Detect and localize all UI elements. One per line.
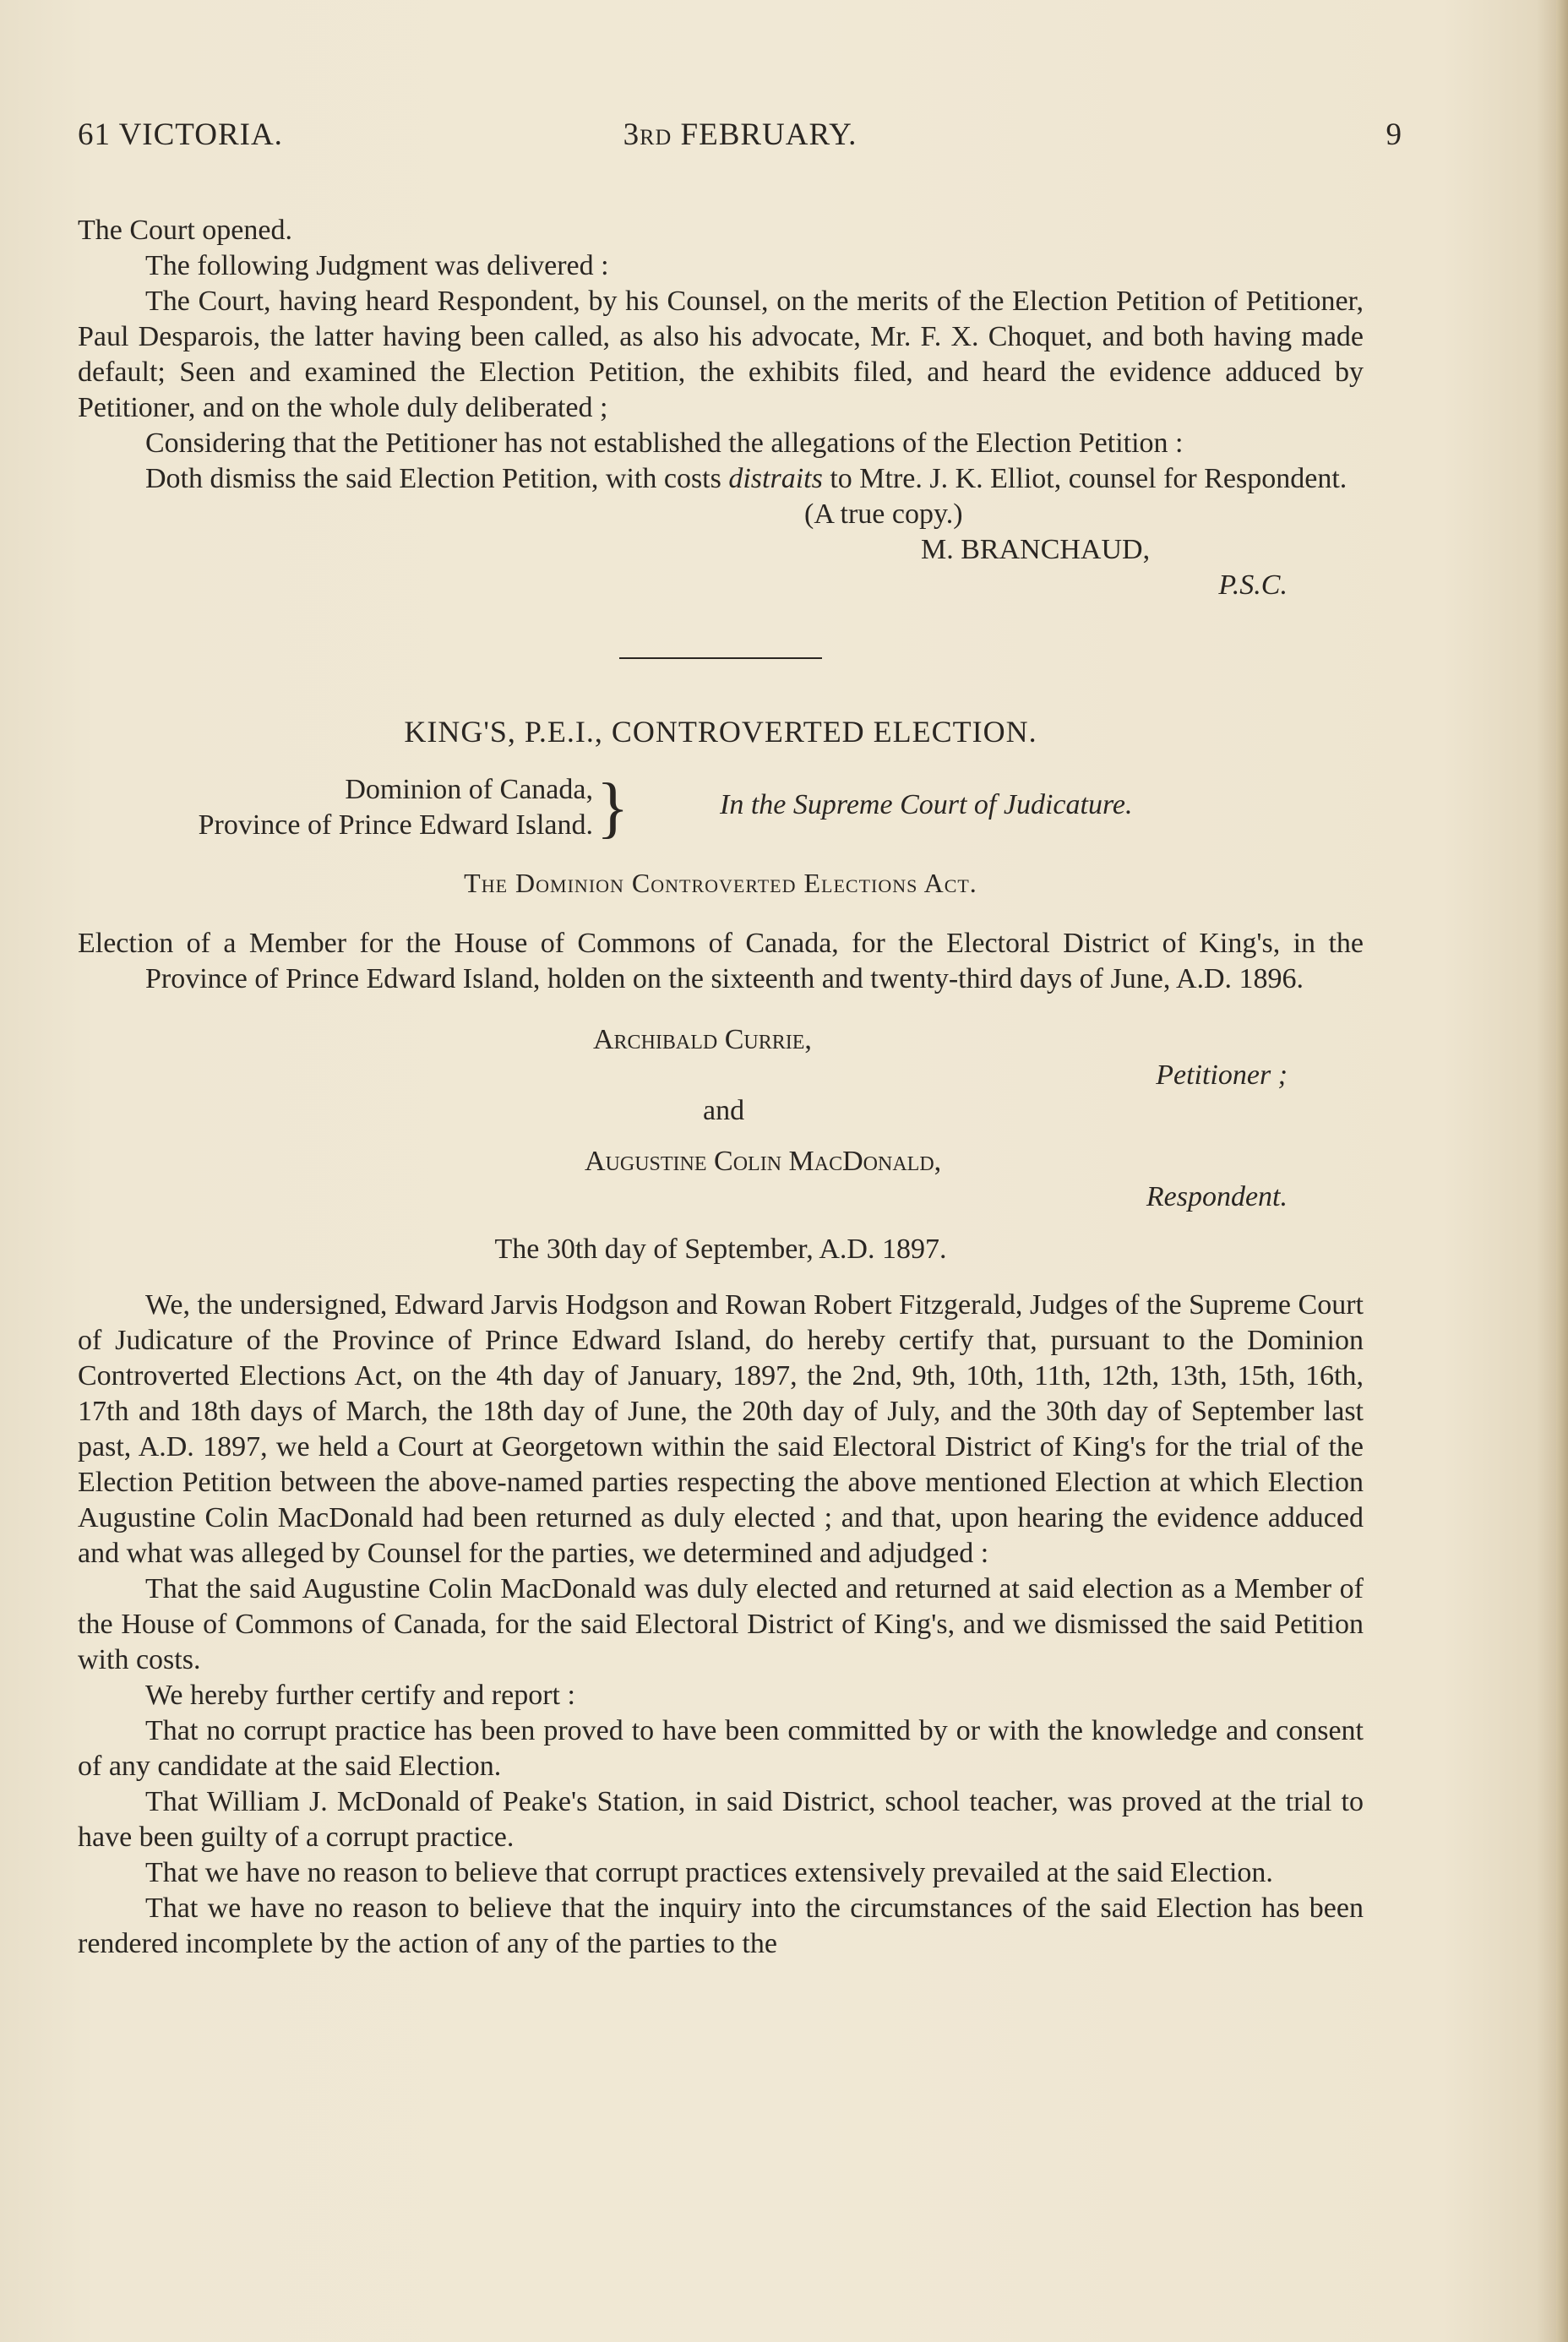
judgment-paragraph-3-post: to Mtre. J. K. Elliot, counsel for Respondent. [822, 463, 1348, 494]
certificate-paragraph-7: That we have no reason to believe that the inquiry into the circumstances of the said Election has been rendered incomplete by the action of any of the parties to the [78, 1893, 1364, 1959]
certificate-paragraph-4: That no corrupt practice has been proved to have been committed by or with the knowledge and consent of any candidate at the said Election. [78, 1715, 1364, 1782]
running-head-left: 61 VICTORIA. [78, 117, 283, 152]
jurisdiction-lines [78, 772, 593, 843]
signatory-name: M. BRANCHAUD, [921, 534, 1151, 565]
running-head-date: 3rd FEBRUARY. [623, 117, 858, 152]
signatory-title: P.S.C. [1218, 569, 1288, 601]
section-heading: KING'S, P.E.I., CONTROVERTED ELECTION. [404, 715, 1037, 749]
petitioner-name: Archibald Currie, [593, 1024, 812, 1055]
page-edge [1556, 0, 1568, 2342]
date-line: The 30th day of September, A.D. 1897. [494, 1234, 947, 1265]
jurisdiction-line-1: Dominion of Canada, [345, 774, 593, 805]
true-copy: (A true copy.) [804, 498, 963, 530]
jurisdiction-block [78, 772, 1364, 857]
judgment-paragraph-3-italic: distraits [728, 463, 823, 494]
page-number: 9 [1386, 117, 1402, 152]
judgment-paragraph-1: The Court, having heard Respondent, by his Counsel, on the merits of the Election Petition of Petitioner, Paul Desparois, the latter having been called, as also his advocate, Mr. F. X. Choquet, and both having made default; Seen and examined the Election Petition, the exhibits filed, and heard the evidence adduced by Petitioner, and on the whole duly deliberated ; [78, 286, 1364, 423]
respondent-name: Augustine Colin MacDonald, [585, 1146, 942, 1177]
certificate-section [78, 713, 1364, 1962]
petitioner-role: Petitioner ; [1156, 1059, 1288, 1091]
judgment-section [78, 213, 1364, 603]
act-title: The Dominion Controverted Elections Act. [464, 868, 977, 898]
jurisdiction-line-2: Province of Prince Edward Island. [198, 809, 593, 841]
running-head [78, 117, 1402, 159]
court-name: In the Supreme Court of Judicature. [720, 789, 1133, 820]
court-opened: The Court opened. [78, 215, 292, 246]
judgment-paragraph-3 [78, 461, 1364, 497]
election-description: Election of a Member for the House of Commons of Canada, for the Electoral District of King's, in the Province of Prince Edward Island, holden on the sixteenth and twenty-third days of June, A.D. 1896. [78, 928, 1364, 994]
certificate-paragraph-5: That William J. McDonald of Peake's Station, in said District, school teacher, was proved at the trial to have been guilty of a corrupt practice. [78, 1786, 1364, 1853]
certificate-paragraph-2: That the said Augustine Colin MacDonald was duly elected and returned at said election as a Member of the House of Commons of Canada, for the said Electoral District of King's, and we dismissed the said Petition with costs. [78, 1573, 1364, 1675]
judgment-paragraph-3-pre: Doth dismiss the said Election Petition, with costs [145, 463, 729, 494]
judgment-paragraph-2: Considering that the Petitioner has not established the allegations of the Election Petition : [145, 428, 1184, 459]
page-body [78, 213, 1364, 1962]
respondent-role: Respondent. [1146, 1181, 1288, 1212]
certificate-paragraph-6: That we have no reason to believe that corrupt practices extensively prevailed at the said Election. [145, 1857, 1273, 1888]
certificate-paragraph-3: We hereby further certify and report : [145, 1680, 575, 1711]
certificate-paragraph-1: We, the undersigned, Edward Jarvis Hodgson and Rowan Robert Fitzgerald, Judges of the Supreme Court of Judicature of the Province of Prince Edward Island, do hereby certify that, pursuant to the Dominion Controverted Elections Act, on the 4th day of January, 1897, the 2nd, 9th, 10th, 11th, 12th, 13th, 15th, 16th, 17th and 18th days of March, the 18th day of June, the 20th day of July, and the 30th day of September last past, A.D. 1897, we held a Court at Georgetown within the said Electoral District of King's for the trial of the Election Petition between the above-named parties respecting the above mentioned Election at which Election Augustine Colin MacDonald had been returned as duly elected ; and that, upon hearing the evidence adduced and what was alleged by Counsel for the parties, we determined and adjudged : [78, 1289, 1364, 1569]
brace: } [596, 771, 629, 845]
conjunction: and [703, 1095, 745, 1126]
judgment-intro: The following Judgment was delivered : [145, 250, 609, 281]
